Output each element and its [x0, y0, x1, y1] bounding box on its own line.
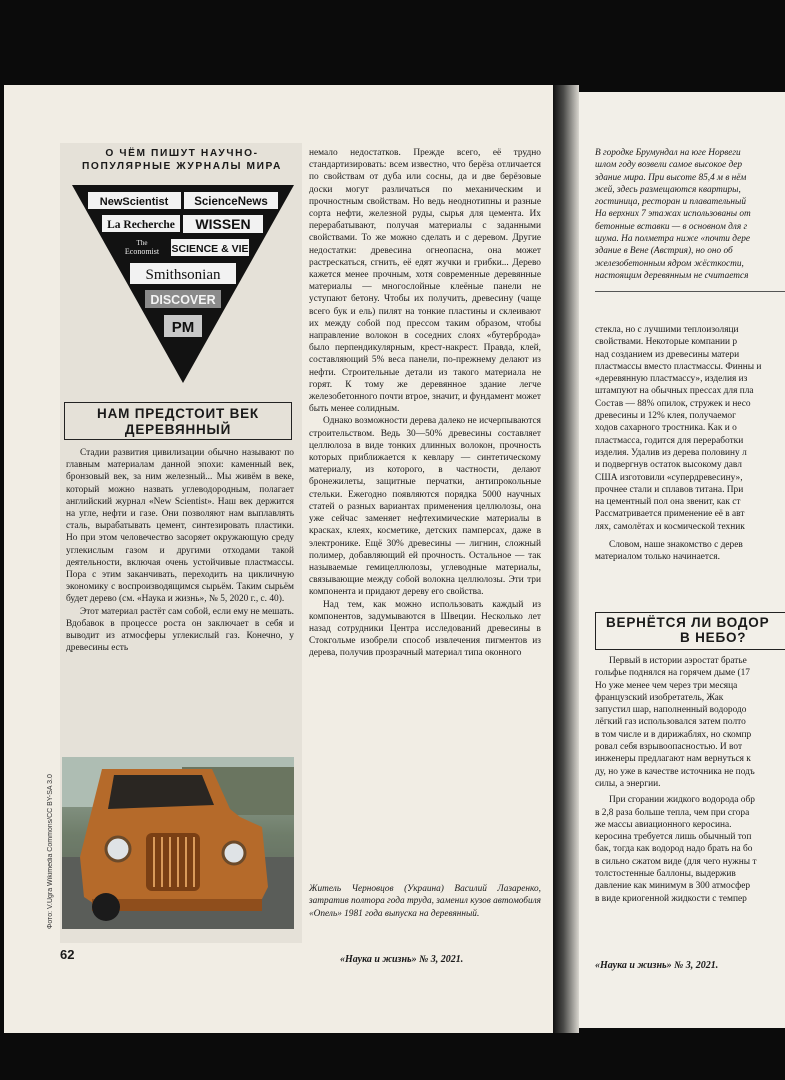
car-windshield — [108, 775, 214, 809]
text-line: силы, а энергии. — [595, 778, 661, 789]
note-line: В городке Брумундал на юге Норвеги — [595, 148, 741, 158]
pm-logo: PM — [171, 319, 195, 336]
journal-logo-triangle — [72, 185, 294, 385]
right-headlight — [223, 842, 245, 864]
note-line: железобетонным ядром жёсткости, — [595, 258, 744, 269]
text-line: и подвергнув остаток высокому давл — [595, 460, 742, 471]
right-page — [579, 92, 785, 1028]
column-1 — [66, 447, 294, 747]
right-headline-line-1: ВЕРНЁТСЯ ЛИ ВОДОР — [606, 615, 770, 630]
text-line: в 2,8 раза больше тепла, чем при сгора — [595, 807, 750, 818]
kicker-line-1: О ЧЁМ ПИШУТ НАУЧНО- — [105, 148, 259, 159]
note-line: На верхних 7 этажах использованы от — [595, 209, 751, 220]
col2-paragraph-3: Над тем, как можно использовать каждый из компонентов, задумываются в Швеции. Несколько лет назад сотрудники Центра исследований древесины в Стокгольме изобрели способ извлечения пигментов из дерева, получив прозрачный материал типа оконного — [309, 599, 541, 659]
text-line: стекла, но с лучшими теплоизоляци — [595, 325, 739, 335]
kicker-line-2: ПОПУЛЯРНЫЕ ЖУРНАЛЫ МИРА — [82, 161, 282, 172]
note-line: гостиница, ресторан и плавательный — [595, 197, 746, 208]
text-line: лёгкий газ использовался затем полто — [595, 717, 746, 728]
text-line: ду, но уже в качестве источника не подъ — [595, 766, 755, 777]
right-headline-line-2: В НЕБО? — [680, 630, 747, 645]
text-line: Словом, наше знакомство с дерев — [609, 540, 743, 551]
note-line: здание мира. При высоте 85,4 м в нём — [595, 172, 747, 183]
text-line: ровал себя взрывоопасностью. И вот — [595, 742, 743, 753]
left-headlight — [106, 837, 130, 861]
note-line: здание в Вене (Австрия), но оно об — [595, 246, 733, 257]
text-line: Рассматривается применение её в авт — [595, 509, 745, 520]
note-line: бетонные вставки — в основном для г — [595, 221, 748, 232]
photo-credit: Фото: V.Ugra Wikimedia Commons/CC BY-SA 3.0 — [47, 774, 54, 929]
note-divider — [595, 291, 785, 292]
la-recherche-logo: La Recherche — [107, 219, 175, 231]
page-number: 62 — [60, 947, 75, 962]
col2-paragraph-1: немало недостатков. Прежде всего, её трудно стандартизировать: всем известно, что берёза отличается по свойствам от дуба или сосны, да и две берёзовые доски могут различаться по механическим и прочностным свойствам. Но ведь неоднотипны и разные сорта нефти, железной руды, сырья для цемента. Их перерабатывают, получая материалы с заданными свойствами. То же можно сделать и с деревом. Другие недостатки: древесина огнеопасна, она может растрескаться, сгнить, её едят жучки и грибки... Дерево кажется менее прочным, хотя современные деревянные материалы — многослойные клеёные панели не уступают бетону. Чтобы их получить, древесину (чаще всего бук и ель) пилят на тонкие пластины и склеивают их между собой под прессом таким образом, чтобы направление волокон в соседних слоях «бутерброда» было перпендикулярным, крест-накрест. Правда, клей, составляющий 5% веса панели, по-прежнему делают из нефти. Строительные детали из такого материала не горят. К тому же деревянное здание легче железобетонного почти втрое, значит, и фундамент может быть менее солидным. — [309, 148, 541, 415]
text-line: прочнее стали и сплавов титана. При — [595, 484, 744, 495]
note-line: настоящим деревянным не считается — [595, 270, 749, 281]
right-column-text — [595, 324, 785, 564]
text-line: штампуют на обычных прессах для пла — [595, 386, 754, 397]
right-column-text-2 — [595, 655, 785, 905]
text-line: над созданием из древесины матери — [595, 349, 740, 360]
headline-line-2: ДЕРЕВЯННЫЙ — [124, 422, 232, 437]
text-line: же массы авиационного керосина. — [595, 819, 732, 830]
note-line: шлом году возвели самое высокое дер — [595, 160, 743, 171]
text-line: Но уже менее чем через три месяца — [595, 680, 738, 691]
right-magazine-footer: «Наука и жизнь» № 3, 2021. — [595, 960, 719, 971]
text-line: в виде криогенной жидкости с темпер — [595, 893, 747, 904]
text-line: толстостенные баллоны, выдержив — [595, 869, 736, 880]
smithsonian-logo: Smithsonian — [145, 267, 221, 283]
note-line: жей, здесь размещаются квартиры, — [595, 184, 741, 195]
spine-gutter — [553, 85, 579, 1033]
text-line: бак, тогда как водород надо брать на бо — [595, 844, 753, 855]
text-line: давление как минимум в 300 атмосфер — [595, 881, 751, 892]
col1-paragraph-2: Этот материал растёт сам собой, если ему не мешать. Вдобавок в процессе роста он заключает в себя и выводит из атмосферы углекислый газ. Конечно, у древесины есть — [66, 606, 294, 654]
economist-logo: Economist — [124, 247, 160, 256]
text-line: материалом только начинается. — [595, 552, 720, 563]
text-line: ходов сахарного тростника. Как и о — [595, 423, 737, 434]
economist-the-label: The — [136, 239, 148, 247]
text-line: инженеры предлагают нам вернуться к — [595, 754, 751, 765]
photo-caption: Житель Черновцов (Украина) Василий Лазаренко, затратив полтора года труда, заменил кузов автомобиля «Опель» 1981 года выпуска на деревянный. — [309, 884, 541, 919]
text-line: древесины и 12% клея, получаемог — [595, 411, 736, 422]
right-headline — [595, 612, 785, 650]
column-2 — [309, 147, 541, 875]
text-line: лях, самолётах и космической техник — [595, 521, 745, 532]
wooden-car-illustration — [62, 757, 294, 929]
text-line: При сгорании жидкого водорода обр — [609, 795, 755, 806]
new-scientist-logo: NewScientist — [99, 196, 169, 208]
text-line: изделия. Удалив из дерева половину л — [595, 447, 747, 458]
text-line: в том числе и в дирижаблях, но скомпр — [595, 729, 752, 740]
text-line: керосина требуется лишь обычный топ — [595, 832, 752, 843]
text-line: свойствами. Некоторые компании р — [595, 337, 738, 348]
text-line: гольфье поднялся на горячем дыме (17 — [595, 668, 750, 679]
text-line: Состав — 88% опилок, стружек и несо — [595, 398, 751, 409]
text-line: пластмассы вместо пластмассы. Финны и — [595, 361, 762, 372]
headline-line-1: НАМ ПРЕДСТОИТ ВЕК — [97, 406, 259, 421]
text-line: «деревянную пластмассу», изделия из — [595, 374, 748, 385]
science-vie-logo: SCIENCE & VIE — [171, 243, 249, 255]
col1-paragraph-1: Стадии развития цивилизации обычно называют по главным материалам данной эпохи: каменный век, бронзовый век, за ним железный... Мы живём в веке, который можно назвать углеводородным, полагает английский журнал «New Scientist». Наш век держится на угле, нефти и газе. Они позволяют нам выплавлять сталь, вырабатывать цемент, синтезировать пластики. Но при этом человечество засоряет окружающую среду углекислым газом и другими отходами такой деятельности, включая очень устойчивые пластмассы. Пора с этим заканчивать, переходить на цикличную экономику с воспроизводящимся сырьём. Таким сырьём будет дерево (см. «Наука и жизнь», № 5, 2020 г., с. 40). — [66, 448, 294, 605]
text-line: Первый в истории аэростат братье — [609, 656, 747, 666]
wooden-car-photo — [62, 757, 294, 929]
article-headline — [64, 402, 292, 440]
text-line: на цементный пол она звенит, как ст — [595, 497, 741, 508]
col2-paragraph-2: Однако возможности дерева далеко не исчерпываются строительством. Ведь 30—50% древесины составляет целлюлоза в виде тонких длинных волокон, прочность которых приближается к кевлару — синтетическому материалу, из которого, в частности, делают бронежилеты, защитные перчатки, антипрокольные стельки. Ежегодно появляются порядка 5000 научных статей о разных вариантах применения целлюлозы, она уже сейчас заменяет нефтехимические материалы в красках, клеях, косметике, детских памперсах, даже в электронике. Ещё 30% древесины — лигнин, сложный полимер, добавляющий ей прочность. Остальное — так называемые гемицеллюлозы, углеводные материалы, связывающие между собой волокна целлюлозы. Эти три компонента и придают дереву его свойства. — [309, 416, 541, 598]
science-news-logo: ScienceNews — [194, 196, 268, 208]
front-wheel — [92, 893, 120, 921]
section-kicker — [64, 147, 300, 173]
right-sidebar-note — [595, 147, 785, 282]
text-line: США изготовили «супердревесину», — [595, 472, 743, 483]
discover-logo: DISCOVER — [150, 293, 216, 307]
text-line: пластмасса, годится для переработки — [595, 435, 744, 446]
magazine-footer: «Наука и жизнь» № 3, 2021. — [340, 954, 464, 965]
wissen-logo: WISSEN — [195, 216, 251, 232]
note-line: шума. На полметра ниже «почти дере — [595, 234, 751, 245]
text-line: в сильно сжатом виде (для чего нужны т — [595, 856, 757, 867]
text-line: французский изобретатель, Жак — [595, 692, 724, 703]
text-line: запустил шар, наполненный водородо — [595, 705, 747, 716]
